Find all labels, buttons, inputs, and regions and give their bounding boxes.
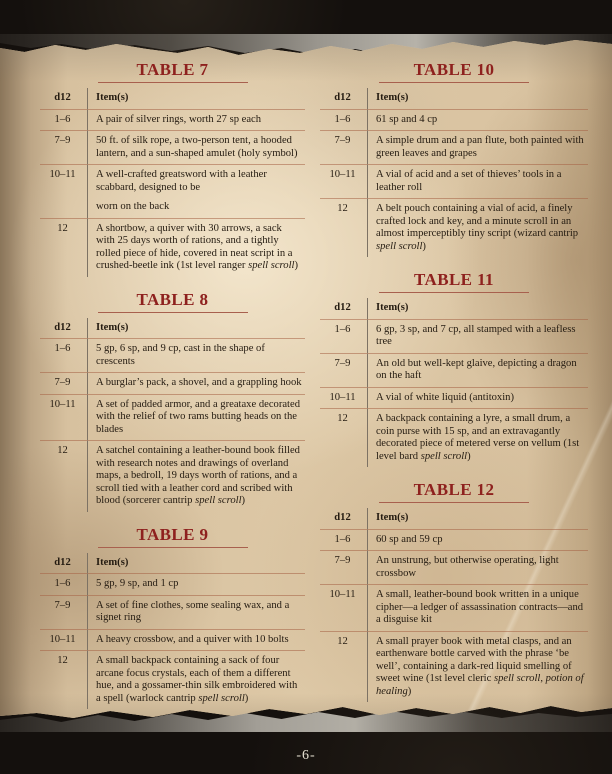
dice-range: 1–6 [40,109,88,131]
dice-table [320,298,588,467]
item-description [88,440,305,512]
item-paragraph [96,343,303,368]
item-text: A vial of acid and a set of thieves’ tools in a leather roll [376,169,562,193]
item-text: A satchel containing a leather-bound book filled with research notes and drawings of overland maps, a bedroll, 19 days worth of rations, and a scroll tied with a leather cord and scribed with blood (sorcerer cantrip [96,445,300,506]
column-header-d12: d12 [320,298,368,319]
dice-table [320,88,588,257]
item-text: An unstrung, but otherwise operating, light crossbow [376,555,559,579]
item-description [88,218,305,277]
item-text: A vial of white liquid (antitoxin) [376,391,514,403]
column-header-items: Item(s) [376,92,409,103]
column-header-d12: d12 [40,318,88,339]
loot-table [40,60,305,277]
item-description [88,595,305,629]
dice-range: 10–11 [320,584,368,631]
item-text: A backpack containing a lyre, a small drum, a coin purse with 15 sp, and an extravagantly decorated piece of metered verse on vellum (1st level bard [376,413,580,462]
dice-range: 12 [320,631,368,703]
table-title-rule [98,82,248,83]
item-paragraph [376,358,586,383]
item-description [368,130,588,164]
item-text: A heavy crossbow, and a quiver with 10 bolts [96,633,289,645]
item-text: ) [422,240,426,252]
dice-range: 7–9 [320,130,368,164]
item-paragraph [96,578,303,591]
item-text: 5 gp, 9 sp, and 1 cp [96,578,179,589]
item-paragraph [96,634,303,647]
item-text-italic: spell scroll [195,495,242,506]
item-paragraph [96,445,303,508]
dice-range: 1–6 [320,529,368,551]
item-description [88,650,305,709]
column-header-items: Item(s) [376,302,409,313]
column-header-d12: d12 [320,88,368,109]
item-paragraph [96,169,303,194]
item-description [88,130,305,164]
item-description [368,584,588,631]
dice-range: 1–6 [40,338,88,372]
item-paragraph [376,555,586,580]
item-paragraph [376,636,586,699]
item-description [368,109,588,131]
item-paragraph [96,399,303,437]
item-text: 60 sp and 59 cp [376,533,443,545]
dice-range: 12 [40,650,88,709]
item-text: 50 ft. of silk rope, a two-person tent, a hooded lantern, and a sun-shaped amulet (holy symbol) [96,135,298,159]
table-title-rule [379,502,529,503]
item-description [368,631,588,703]
table-title: TABLE 10 [413,60,495,79]
table-title: TABLE 11 [414,270,494,289]
item-paragraph [96,600,303,625]
item-paragraph [376,169,586,194]
item-text: A small prayer book with metal clasps, and an earthenware bottle carved with the phrase ‘be well’, containing a dark-red liquid smelling of sweet wine (1st level cleric [376,635,572,684]
item-text: 6 gp, 3 sp, and 7 cp, all stamped with a leafless tree [376,323,576,347]
dice-range: 12 [40,218,88,277]
item-paragraph [376,534,586,547]
item-text: A well-crafted greatsword with a leather scabbard, designed to be [96,169,267,193]
item-description [88,164,305,218]
item-paragraph [376,392,586,405]
dice-range: 10–11 [40,629,88,651]
dice-range: 7–9 [40,130,88,164]
item-paragraph [96,223,303,273]
item-description [88,573,305,595]
column-header-d12: d12 [40,553,88,574]
column-header-items: Item(s) [96,92,129,103]
table-title: TABLE 7 [136,60,209,79]
item-text: 61 sp and 4 cp [376,113,438,125]
table-title: TABLE 8 [136,289,209,309]
loot-table [320,270,588,467]
item-text: worn on the back [96,201,170,212]
item-description [88,372,305,394]
item-text: ) [467,450,471,462]
item-paragraph [376,324,586,349]
dice-range: 12 [320,408,368,467]
dice-range: 12 [320,198,368,257]
dice-range: 1–6 [40,573,88,595]
dice-range: 7–9 [40,372,88,394]
item-text-italic: spell scroll [198,692,245,704]
item-text: A shortbow, a quiver with 30 arrows, a sack with 25 days worth of rations, and a tightly rolled piece of hide, covered in neat script in a crushed-beetle ink (1st level ranger [96,222,293,271]
tables-area [40,60,588,709]
item-text: A pair of silver rings, worth 27 sp each [96,113,262,125]
table-column-right [320,60,588,709]
dice-range: 10–11 [320,387,368,409]
item-text: ) [294,260,299,271]
item-paragraph [376,589,586,627]
item-description [368,164,588,198]
dice-range: 10–11 [40,394,88,441]
item-paragraph [376,135,586,160]
item-text: ) [244,692,249,704]
dice-table [320,508,588,702]
item-text: A small, leather-bound book written in a unique cipher—a ledger of assassination contracts—and a disguise kit [376,589,584,625]
dice-range: 10–11 [320,164,368,198]
item-text: A set of padded armor, and a greataxe decorated with the relief of two rams butting heads on the blades [96,398,300,435]
loot-table [40,290,305,512]
item-text: A set of fine clothes, some sealing wax, and a signet ring [96,599,290,623]
item-description [88,109,305,131]
item-text-italic: spell scroll [493,673,541,684]
item-paragraph [96,655,303,705]
item-description [368,529,588,551]
dice-table [40,88,305,277]
loot-table [40,525,305,710]
item-description [88,629,305,651]
dice-table [40,553,305,710]
loot-table [320,480,588,702]
table-column-left [40,60,305,709]
table-title: TABLE 12 [413,480,495,499]
dice-range: 12 [40,440,88,512]
dice-range: 7–9 [320,550,368,584]
item-paragraph [96,377,303,390]
item-text: , [540,673,546,684]
item-description [368,387,588,409]
dice-range: 10–11 [40,164,88,218]
column-header-items: Item(s) [96,556,129,568]
dice-range: 1–6 [320,109,368,131]
item-text-italic: potion of healing [376,673,584,697]
item-text-italic: spell scroll [248,260,295,271]
dice-range: 7–9 [320,353,368,387]
item-description [368,198,588,257]
item-description [88,394,305,441]
item-text: A small backpack containing a sack of four arcane focus crystals, each of them a different hue, and a gossamer-thin silk embroidered with a spell (warlock cantrip [96,655,298,704]
item-paragraph [96,114,303,127]
table-title: TABLE 9 [136,524,209,544]
item-description [368,408,588,467]
item-text: ) [241,495,246,506]
item-paragraph [376,203,586,253]
item-paragraph [376,114,586,127]
item-text: A burglar’s pack, a shovel, and a grappling hook [96,377,302,388]
table-title-rule [98,547,248,548]
table-title-rule [98,312,248,313]
item-description [368,353,588,387]
dice-range: 7–9 [40,595,88,629]
table-title-rule [379,292,529,293]
item-text: ) [407,685,412,697]
table-title-rule [379,82,529,83]
column-header-d12: d12 [320,508,368,529]
column-header-d12: d12 [40,88,88,109]
item-paragraph [376,413,586,463]
column-header-items: Item(s) [96,321,129,333]
dice-table [40,318,305,512]
item-text: 5 gp, 6 sp, and 9 cp, cast in the shape of crescents [96,343,265,367]
item-text: A belt pouch containing a vial of acid, a finely crafted lock and key, and a minute scroll in an almost imperceptibly tiny script (wizard cantrip [376,203,579,239]
item-text-italic: spell scroll [376,240,423,252]
item-description [88,338,305,372]
page-number: -6- [296,748,316,763]
item-text: An old but well-kept glaive, depicting a dragon on the haft [376,357,577,381]
item-text-italic: spell scroll [420,450,468,462]
item-text: A simple drum and a pan flute, both painted with green leaves and grapes [376,135,584,159]
dice-range: 1–6 [320,319,368,353]
item-paragraph [96,135,303,160]
loot-table [320,60,588,257]
column-header-items: Item(s) [376,512,409,523]
item-description [368,319,588,353]
item-paragraph [96,201,303,214]
item-description [368,550,588,584]
